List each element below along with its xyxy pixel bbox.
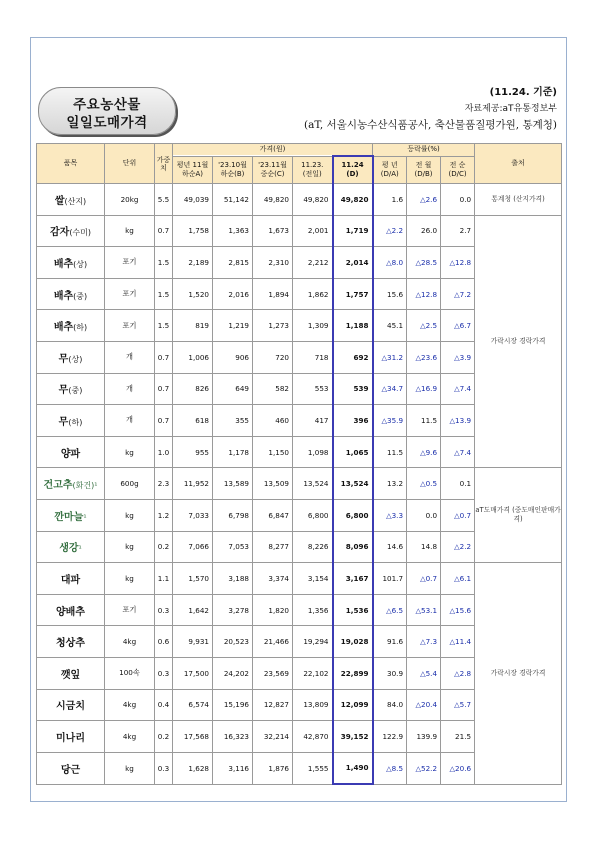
item-grade: ¹ <box>83 512 87 522</box>
price-today: 13,524 <box>333 468 373 500</box>
price-today: 1,757 <box>333 278 373 310</box>
reference-date: (11.24. 기준) <box>489 87 557 98</box>
rate-vs-month: △0.7 <box>407 563 441 595</box>
rate-vs-period: △7.4 <box>441 436 475 468</box>
rate-vs-period: △2.8 <box>441 657 475 689</box>
price-yesterday: 6,800 <box>293 499 333 531</box>
item-weight: 1.5 <box>155 310 173 342</box>
col-price-b: '23.10월 하순(B) <box>213 156 253 184</box>
rate-vs-month: △9.6 <box>407 436 441 468</box>
item-weight: 0.7 <box>155 373 173 405</box>
price-prev-month: 3,278 <box>213 594 253 626</box>
item-name <box>37 341 105 373</box>
item-unit: 4kg <box>105 689 155 721</box>
price-yesterday: 1,862 <box>293 278 333 310</box>
col-price-today: 11.24 (D) <box>333 156 373 184</box>
rate-vs-month: △7.3 <box>407 626 441 658</box>
price-prev-period: 21,466 <box>253 626 293 658</box>
price-prev-period: 12,827 <box>253 689 293 721</box>
item-name-text: 양파 <box>60 448 81 460</box>
item-unit: kg <box>105 563 155 595</box>
col-rate-month: 전 월 (D/B) <box>407 156 441 184</box>
col-price-a: 평년 11월 하순A) <box>173 156 213 184</box>
rate-vs-avg: 15.6 <box>373 278 407 310</box>
item-name <box>37 499 105 531</box>
item-unit: kg <box>105 531 155 563</box>
item-grade: (상) <box>73 259 88 269</box>
col-source: 출처 <box>475 144 562 184</box>
item-name-text: 배추 <box>53 290 74 302</box>
price-yesterday: 13,809 <box>293 689 333 721</box>
rate-vs-month: △28.5 <box>407 247 441 279</box>
item-name-text: 미나리 <box>56 732 85 744</box>
col-unit: 단위 <box>105 144 155 184</box>
item-unit: 4kg <box>105 721 155 753</box>
item-name-text: 청상추 <box>56 638 85 650</box>
rate-vs-month: △12.8 <box>407 278 441 310</box>
rate-vs-month: △0.5 <box>407 468 441 500</box>
price-source: aT도매가격 (중도매인판매가격) <box>475 468 562 563</box>
item-weight: 0.2 <box>155 721 173 753</box>
price-avg: 955 <box>173 436 213 468</box>
item-weight: 1.5 <box>155 278 173 310</box>
rate-vs-month: 26.0 <box>407 215 441 247</box>
price-yesterday: 1,555 <box>293 752 333 784</box>
price-prev-month: 51,142 <box>213 184 253 216</box>
rate-vs-month: △23.6 <box>407 341 441 373</box>
price-prev-period: 1,673 <box>253 215 293 247</box>
price-prev-period: 1,876 <box>253 752 293 784</box>
col-price-group: 가격(원) <box>173 144 373 157</box>
price-yesterday: 8,226 <box>293 531 333 563</box>
price-yesterday: 417 <box>293 405 333 437</box>
price-source: 가락시장 경락가격 <box>475 215 562 468</box>
price-today: 39,152 <box>333 721 373 753</box>
item-name <box>37 373 105 405</box>
price-today: 22,899 <box>333 657 373 689</box>
price-prev-month: 2,815 <box>213 247 253 279</box>
price-avg: 17,568 <box>173 721 213 753</box>
item-name <box>37 468 105 500</box>
price-prev-period: 1,150 <box>253 436 293 468</box>
title-badge <box>38 87 176 135</box>
item-grade: ¹ <box>78 544 82 554</box>
col-item: 품목 <box>37 144 105 184</box>
price-avg: 11,952 <box>173 468 213 500</box>
table-row <box>37 215 562 247</box>
item-name <box>37 247 105 279</box>
price-prev-period: 1,894 <box>253 278 293 310</box>
item-weight: 0.6 <box>155 626 173 658</box>
rate-vs-period: △20.6 <box>441 752 475 784</box>
item-name <box>37 531 105 563</box>
rate-vs-avg: 101.7 <box>373 563 407 595</box>
col-price-prev: 11.23. (전일) <box>293 156 333 184</box>
price-avg: 1,642 <box>173 594 213 626</box>
rate-vs-month: △20.4 <box>407 689 441 721</box>
item-unit: 포기 <box>105 594 155 626</box>
rate-vs-month: △16.9 <box>407 373 441 405</box>
price-yesterday: 3,154 <box>293 563 333 595</box>
rate-vs-month: △52.2 <box>407 752 441 784</box>
item-grade: (하) <box>68 417 83 427</box>
price-today: 1,065 <box>333 436 373 468</box>
item-unit: 포기 <box>105 310 155 342</box>
item-unit: 포기 <box>105 247 155 279</box>
item-unit: 포기 <box>105 278 155 310</box>
price-avg: 1,520 <box>173 278 213 310</box>
item-grade: (화건)¹ <box>72 481 98 491</box>
price-prev-period: 460 <box>253 405 293 437</box>
rate-vs-period: △7.4 <box>441 373 475 405</box>
price-prev-month: 2,016 <box>213 278 253 310</box>
rate-vs-avg: 122.9 <box>373 721 407 753</box>
table-row <box>37 563 562 595</box>
item-name <box>37 626 105 658</box>
item-name-text: 배추 <box>53 322 74 334</box>
price-avg: 9,931 <box>173 626 213 658</box>
rate-vs-avg: △2.2 <box>373 215 407 247</box>
item-grade: (중) <box>73 291 88 301</box>
price-avg: 6,574 <box>173 689 213 721</box>
col-weight: 가중치 <box>155 144 173 184</box>
item-unit: kg <box>105 752 155 784</box>
title-line-2: 일일도매가격 <box>66 115 148 131</box>
price-prev-month: 16,323 <box>213 721 253 753</box>
price-today: 1,490 <box>333 752 373 784</box>
data-sources: (aT, 서울시농수산식품공사, 축산물품질평가원, 통계청) <box>304 119 557 131</box>
col-rate-avg: 평 년 (D/A) <box>373 156 407 184</box>
price-yesterday: 553 <box>293 373 333 405</box>
price-today: 49,820 <box>333 184 373 216</box>
item-name-text: 무 <box>58 416 69 428</box>
rate-vs-period: △12.8 <box>441 247 475 279</box>
item-name-text: 대파 <box>60 574 81 586</box>
price-yesterday: 2,212 <box>293 247 333 279</box>
price-today: 539 <box>333 373 373 405</box>
price-prev-period: 49,820 <box>253 184 293 216</box>
price-today: 396 <box>333 405 373 437</box>
price-today: 8,096 <box>333 531 373 563</box>
item-name-text: 쌀 <box>54 195 65 207</box>
item-weight: 0.7 <box>155 341 173 373</box>
price-prev-period: 13,509 <box>253 468 293 500</box>
price-yesterday: 49,820 <box>293 184 333 216</box>
price-prev-period: 8,277 <box>253 531 293 563</box>
rate-vs-avg: △35.9 <box>373 405 407 437</box>
price-yesterday: 1,098 <box>293 436 333 468</box>
item-name <box>37 215 105 247</box>
item-unit: 100속 <box>105 657 155 689</box>
rate-vs-month: △2.6 <box>407 184 441 216</box>
item-weight: 0.2 <box>155 531 173 563</box>
rate-vs-period: △0.7 <box>441 499 475 531</box>
price-yesterday: 13,524 <box>293 468 333 500</box>
rate-vs-avg: 1.6 <box>373 184 407 216</box>
item-unit: 20kg <box>105 184 155 216</box>
item-grade: (산지) <box>64 196 87 206</box>
price-today: 1,536 <box>333 594 373 626</box>
item-name-text: 생강 <box>59 543 79 555</box>
price-avg: 17,500 <box>173 657 213 689</box>
rate-vs-period: 0.0 <box>441 184 475 216</box>
item-unit: 개 <box>105 373 155 405</box>
item-name-text: 무 <box>58 385 69 397</box>
price-prev-month: 1,178 <box>213 436 253 468</box>
rate-vs-period: △11.4 <box>441 626 475 658</box>
item-name-text: 건고추 <box>43 480 73 492</box>
item-name <box>37 278 105 310</box>
item-name <box>37 657 105 689</box>
col-rate-period: 전 순 (D/C) <box>441 156 475 184</box>
price-today: 1,719 <box>333 215 373 247</box>
price-avg: 2,189 <box>173 247 213 279</box>
item-name <box>37 405 105 437</box>
item-weight: 5.5 <box>155 184 173 216</box>
item-weight: 1.5 <box>155 247 173 279</box>
col-rate-group: 등락률(%) <box>373 144 475 157</box>
price-prev-period: 720 <box>253 341 293 373</box>
rate-vs-avg: 45.1 <box>373 310 407 342</box>
price-prev-month: 13,589 <box>213 468 253 500</box>
item-name <box>37 310 105 342</box>
item-grade: (상) <box>68 354 83 364</box>
price-source: 가락시장 경락가격 <box>475 563 562 785</box>
price-avg: 1,570 <box>173 563 213 595</box>
item-grade: (수미) <box>69 228 92 238</box>
rate-vs-avg: 13.2 <box>373 468 407 500</box>
rate-vs-month: 14.8 <box>407 531 441 563</box>
item-name <box>37 752 105 784</box>
rate-vs-period: 21.5 <box>441 721 475 753</box>
item-unit: 4kg <box>105 626 155 658</box>
item-unit: kg <box>105 215 155 247</box>
price-prev-period: 2,310 <box>253 247 293 279</box>
price-prev-month: 6,798 <box>213 499 253 531</box>
rate-vs-period: 0.1 <box>441 468 475 500</box>
item-name-text: 배추 <box>53 258 74 270</box>
item-name <box>37 563 105 595</box>
price-prev-month: 20,523 <box>213 626 253 658</box>
item-unit: 개 <box>105 341 155 373</box>
price-prev-month: 906 <box>213 341 253 373</box>
price-prev-month: 1,219 <box>213 310 253 342</box>
rate-vs-avg: △3.3 <box>373 499 407 531</box>
item-name-text: 감자 <box>49 227 70 239</box>
price-prev-month: 1,363 <box>213 215 253 247</box>
rate-vs-period: △6.7 <box>441 310 475 342</box>
price-prev-month: 15,196 <box>213 689 253 721</box>
rate-vs-period: 2.7 <box>441 215 475 247</box>
rate-vs-avg: 91.6 <box>373 626 407 658</box>
price-prev-period: 1,273 <box>253 310 293 342</box>
price-yesterday: 718 <box>293 341 333 373</box>
rate-vs-avg: △8.0 <box>373 247 407 279</box>
rate-vs-month: 139.9 <box>407 721 441 753</box>
item-unit: kg <box>105 499 155 531</box>
item-weight: 0.3 <box>155 594 173 626</box>
item-name <box>37 689 105 721</box>
price-today: 3,167 <box>333 563 373 595</box>
col-price-c: '23.11월 중순(C) <box>253 156 293 184</box>
item-weight: 0.3 <box>155 752 173 784</box>
price-prev-month: 3,188 <box>213 563 253 595</box>
price-yesterday: 42,870 <box>293 721 333 753</box>
item-name-text: 당근 <box>60 764 81 776</box>
rate-vs-month: △2.5 <box>407 310 441 342</box>
price-table <box>36 143 562 785</box>
price-today: 692 <box>333 341 373 373</box>
price-yesterday: 2,001 <box>293 215 333 247</box>
rate-vs-month: 0.0 <box>407 499 441 531</box>
item-weight: 0.7 <box>155 405 173 437</box>
rate-vs-period: △15.6 <box>441 594 475 626</box>
item-weight: 1.0 <box>155 436 173 468</box>
table-row <box>37 468 562 500</box>
item-name <box>37 184 105 216</box>
price-avg: 618 <box>173 405 213 437</box>
item-name <box>37 436 105 468</box>
item-unit: 개 <box>105 405 155 437</box>
item-name <box>37 721 105 753</box>
item-name-text: 무 <box>58 353 69 365</box>
price-avg: 1,628 <box>173 752 213 784</box>
item-name-text: 깐마늘 <box>54 511 84 523</box>
rate-vs-month: △5.4 <box>407 657 441 689</box>
rate-vs-avg: △31.2 <box>373 341 407 373</box>
price-avg: 1,006 <box>173 341 213 373</box>
rate-vs-period: △2.2 <box>441 531 475 563</box>
item-name-text: 양배추 <box>56 606 85 618</box>
rate-vs-period: △3.9 <box>441 341 475 373</box>
table-row <box>37 184 562 216</box>
rate-vs-month: 11.5 <box>407 405 441 437</box>
item-weight: 0.7 <box>155 215 173 247</box>
rate-vs-avg: 11.5 <box>373 436 407 468</box>
price-prev-period: 1,820 <box>253 594 293 626</box>
price-prev-period: 32,214 <box>253 721 293 753</box>
price-yesterday: 1,309 <box>293 310 333 342</box>
item-weight: 2.3 <box>155 468 173 500</box>
item-weight: 0.4 <box>155 689 173 721</box>
item-name <box>37 594 105 626</box>
rate-vs-avg: 14.6 <box>373 531 407 563</box>
rate-vs-month: △53.1 <box>407 594 441 626</box>
price-prev-period: 582 <box>253 373 293 405</box>
price-today: 12,099 <box>333 689 373 721</box>
item-unit: kg <box>105 436 155 468</box>
price-prev-month: 649 <box>213 373 253 405</box>
price-prev-period: 23,569 <box>253 657 293 689</box>
title-line-1: 주요농산물 <box>73 97 141 113</box>
item-weight: 0.3 <box>155 657 173 689</box>
rate-vs-period: △13.9 <box>441 405 475 437</box>
rate-vs-avg: △8.5 <box>373 752 407 784</box>
item-name-text: 시금치 <box>56 701 85 713</box>
price-avg: 7,066 <box>173 531 213 563</box>
price-today: 19,028 <box>333 626 373 658</box>
price-source: 통계청 (산지가격) <box>475 184 562 216</box>
rate-vs-period: △7.2 <box>441 278 475 310</box>
price-prev-period: 3,374 <box>253 563 293 595</box>
price-prev-period: 6,847 <box>253 499 293 531</box>
price-prev-month: 24,202 <box>213 657 253 689</box>
data-provider: 자료제공:aT유통정보부 <box>464 104 557 114</box>
price-avg: 49,039 <box>173 184 213 216</box>
price-yesterday: 1,356 <box>293 594 333 626</box>
price-today: 2,014 <box>333 247 373 279</box>
rate-vs-avg: △6.5 <box>373 594 407 626</box>
rate-vs-period: △6.1 <box>441 563 475 595</box>
price-prev-month: 3,116 <box>213 752 253 784</box>
price-prev-month: 7,053 <box>213 531 253 563</box>
price-prev-month: 355 <box>213 405 253 437</box>
item-grade: (중) <box>68 386 83 396</box>
rate-vs-period: △5.7 <box>441 689 475 721</box>
price-today: 1,188 <box>333 310 373 342</box>
price-avg: 819 <box>173 310 213 342</box>
item-weight: 1.1 <box>155 563 173 595</box>
price-yesterday: 19,294 <box>293 626 333 658</box>
item-unit: 600g <box>105 468 155 500</box>
price-avg: 7,033 <box>173 499 213 531</box>
price-avg: 1,758 <box>173 215 213 247</box>
item-grade: (하) <box>73 323 88 333</box>
price-today: 6,800 <box>333 499 373 531</box>
rate-vs-avg: 30.9 <box>373 657 407 689</box>
rate-vs-avg: △34.7 <box>373 373 407 405</box>
item-name-text: 깻잎 <box>60 669 81 681</box>
rate-vs-avg: 84.0 <box>373 689 407 721</box>
price-avg: 826 <box>173 373 213 405</box>
price-yesterday: 22,102 <box>293 657 333 689</box>
item-weight: 1.2 <box>155 499 173 531</box>
